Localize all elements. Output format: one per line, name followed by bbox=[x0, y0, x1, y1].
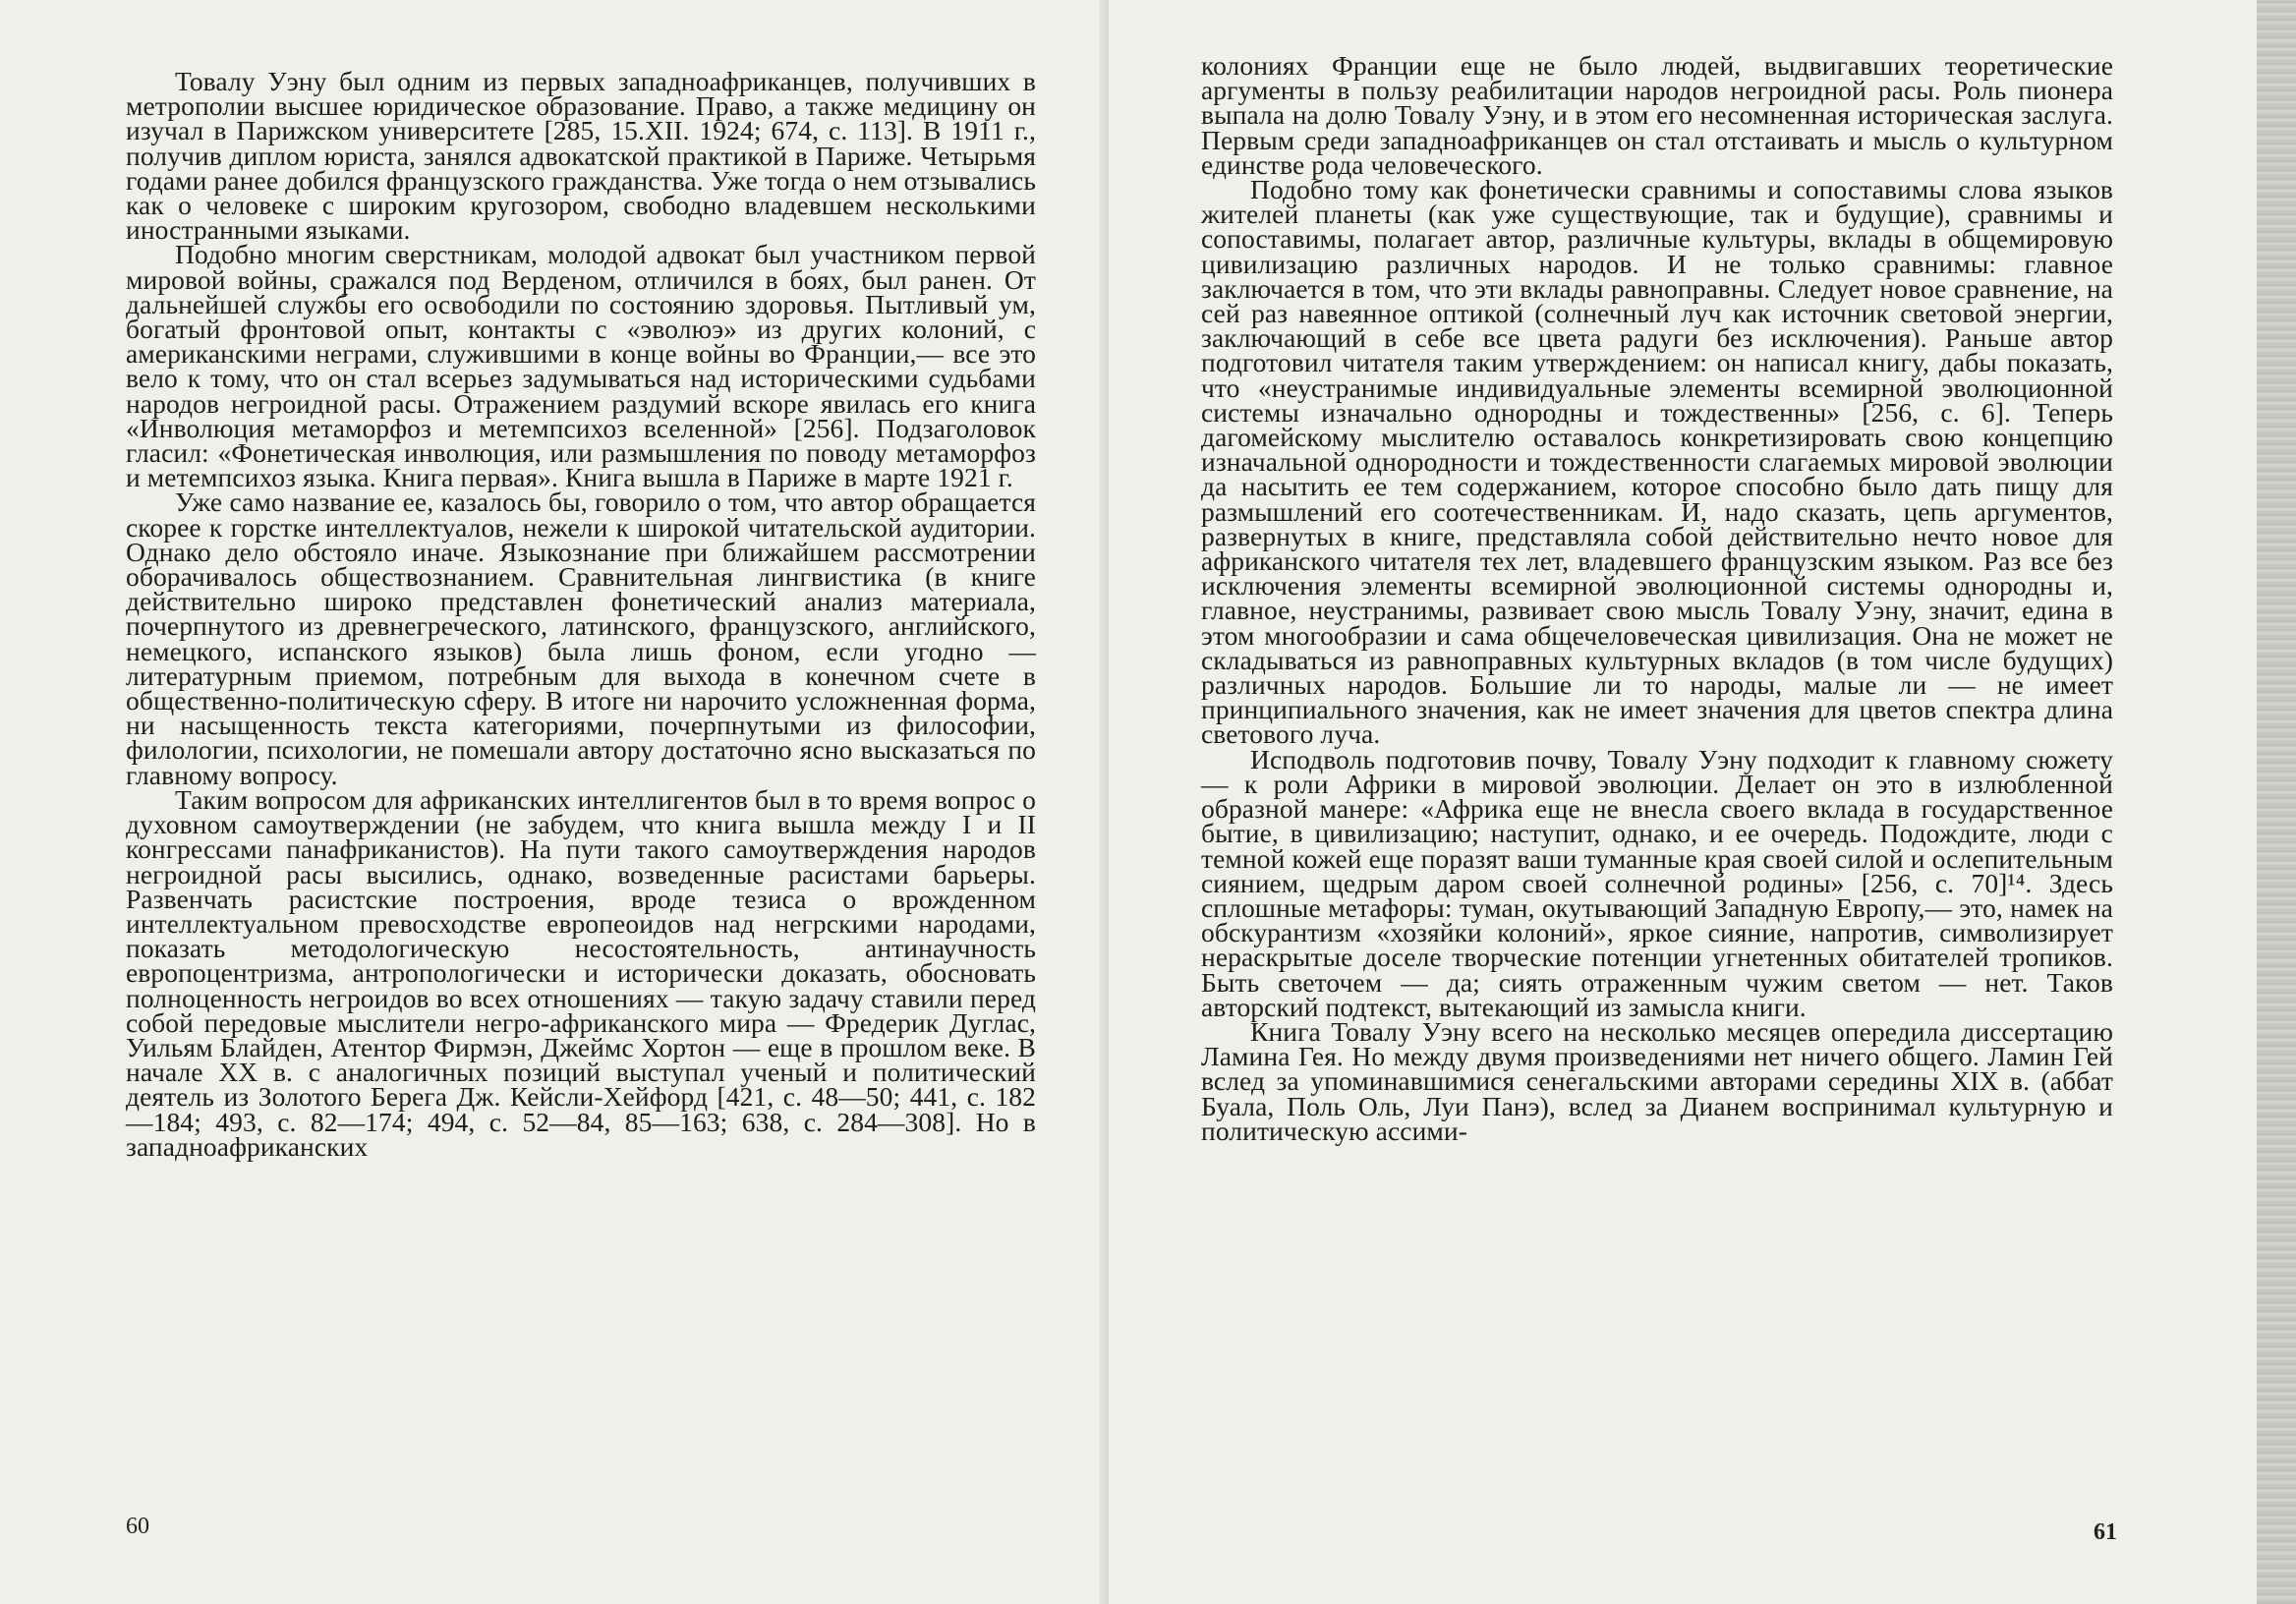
right-page bbox=[1109, 0, 2296, 1604]
paragraph: Подобно тому как фонетически сравнимы и сопоставимы слова языков жителей планеты (как уже существующие, так и будущие), сравнимы и сопоставимы, полагает автор, различные культуры, вклады в общемировую цивилизацию различных народов. И не только сравнимы: главное заключается в том, что эти вклады равноправны. Следует новое сравнение, на сей раз навеянное оптикой (солнечный луч как источник световой энергии, заключающий в себе все цвета радуги без исключения). Раньше автор подготовил читателя таким утверждением: он написал книгу, дабы показать, что «неустранимые индивидуальные элементы всемирной эволюционной системы изначально однородны и тождественны» [256, с. 6]. Теперь дагомейскому мыслителю оставалось конкретизировать свою концепцию изначальной однородности и тождественности слагаемых мировой эволюции да насытить ее тем содержанием, которое способно было дать пищу для размышлений его соотечественникам. И, надо сказать, цепь аргументов, развернутых в книге, представляла собой действительно нечто новое для африканского читателя тех лет, владевшего французским языком. Раз все без исключения элементы всемирной эволюционной системы однородны и, главное, неустранимы, развивает свою мысль Товалу Уэну, значит, едина в этом многообразии и сама общечеловеческая цивилизация. Она не может не складываться из равноправных культурных вкладов (в том числе будущих) различных народов. Большие ли то народы, малые ли — не имеет принципиального значения, как не имеет значения для цветов спектра длина светового луча. bbox=[1201, 174, 2113, 750]
paragraph: Товалу Уэну был одним из первых западноафриканцев, получивших в метрополии высшее юридическое образование. Право, а также медицину он изучал в Парижском университете [285, 15.XII. 1924; 674, с. 113]. В 1911 г., получив диплом юриста, занялся адвокатской практикой в Париже. Четырьмя годами ранее добился французского гражданства. Уже тогда о нем отзывались как о человеке с широким кругозором, свободно владевшем несколькими иностранными языками. bbox=[126, 66, 1036, 246]
paragraph: Таким вопросом для африканских интеллигентов был в то время вопрос о духовном самоутверждении (не забудем, что книга вышла между I и II конгрессами панафриканистов). На пути такого самоутверждения народов негроидной расы высились, однако, возведенные расистами барьеры. Развенчать расистские построения, вроде тезиса о врожденном интеллектуальном превосходстве европеоидов над негрскими народами, показать методологическую несостоятельность, антинаучность европоцентризма, антропологически и исторически доказать, обосновать полноценность негроидов во всех отношениях — такую задачу ставили перед собой передовые мыслители негро-африканского мира — Фредерик Дуглас, Уильям Блайден, Атентор Фирмэн, Джеймс Хортон — еще в прошлом веке. В начале XX в. с аналогичных позиций выступал ученый и политический деятель из Золотого Берега Дж. Кейсли-Хейфорд [421, с. 48—50; 441, с. 182—184; 493, с. 82—174; 494, с. 52—84, 85—163; 638, с. 284—308]. Но в западноафриканских bbox=[126, 783, 1036, 1162]
paragraph: Книга Товалу Уэну всего на несколько месяцев опередила диссертацию Ламина Гея. Но между двумя произведениями нет ничего общего. Ламин Гей вслед за упоминавшимися сенегальскими авторами середины XIX в. (аббат Буала, Поль Оль, Луи Панэ), вслед за Дианем воспринимал культурную и политическую ассими- bbox=[1201, 1015, 2113, 1146]
paragraph: колониях Франции еще не было людей, выдвигавших теоретические аргументы в пользу реабилитации народов негроидной расы. Роль пионера выпала на долю Товалу Уэну, и в этом его несомненная историческая заслуга. Первым среди западноафриканцев он стал отстаивать и мысль о культурном единстве рода человеческого. bbox=[1201, 50, 2113, 180]
paragraph: Исподволь подготовив почву, Товалу Уэну подходит к главному сюжету — к роли Африки в мировой эволюции. Делает он это в излюбленной образной манере: «Африка еще не внесла своего вклада в государственное бытие, в цивилизацию; наступит, однако, и ее очередь. Подождите, люди с темной кожей еще поразят ваши туманные края своей силой и ослепительным сиянием, щедрым даром своей солнечной родины» [256, с. 70]¹⁴. Здесь сплошные метафоры: туман, окутывающий Западную Европу,— это, намек на обскурантизм «хозяйки колоний», яркое сияние, напротив, символизирует нераскрытые доселе творческие потенции угнетенных обитателей тропиков. Быть светочем — да; сиять отраженным чужим светом — нет. Таков авторский подтекст, вытекающий из замысла книги. bbox=[1201, 743, 2113, 1022]
paragraph: Уже само название ее, казалось бы, говорило о том, что автор обращается скорее к горстке интеллектуалов, нежели к широкой читательской аудитории. Однако дело обстояло иначе. Языкознание при ближайшем рассмотрении оборачивалось обществознанием. Сравнительная лингвистика (в книге действительно широко представлен фонетический анализ материала, почерпнутого из древнегреческого, латинского, французского, английского, немецкого, испанского языков) была лишь фоном, если угодно — литературным приемом, потребным для выхода в конечном счете в общественно-политическую сферу. В итоге ни нарочито усложненная форма, ни насыщенность текста категориями, почерпнутыми из философии, филологии, психологии, не помешали автору достаточно ясно высказаться по главному вопросу. bbox=[126, 487, 1036, 790]
page-number-right: 61 bbox=[2094, 1519, 2117, 1545]
page-number-left: 60 bbox=[126, 1514, 149, 1539]
paragraph: Подобно многим сверстникам, молодой адвокат был участником первой мировой войны, сражался под Верденом, отличился в боях, был ранен. От дальнейшей службы его освободили по состоянию здоровья. Пытливый ум, богатый фронтовой опыт, контакты с «эволюэ» из других колоний, с американскими неграми, служившими в конце войны во Франции,— все это вело к тому, что он стал всерьез задумываться над историческими судьбами народов негроидной расы. Отражением раздумий вскоре явилась его книга «Инволюция метаморфоз и метемпсихоз вселенной» [256]. Подзаголовок гласил: «Фонетическая инволюция, или размышления по поводу метаморфоз и метемпсихоз языка. Книга первая». Книга вышла в Париже в марте 1921 г. bbox=[126, 239, 1036, 493]
left-page bbox=[0, 0, 1109, 1604]
left-page-text bbox=[126, 66, 1036, 1162]
right-page-text bbox=[1201, 50, 2113, 1146]
page-edge-strip bbox=[2257, 0, 2296, 1604]
